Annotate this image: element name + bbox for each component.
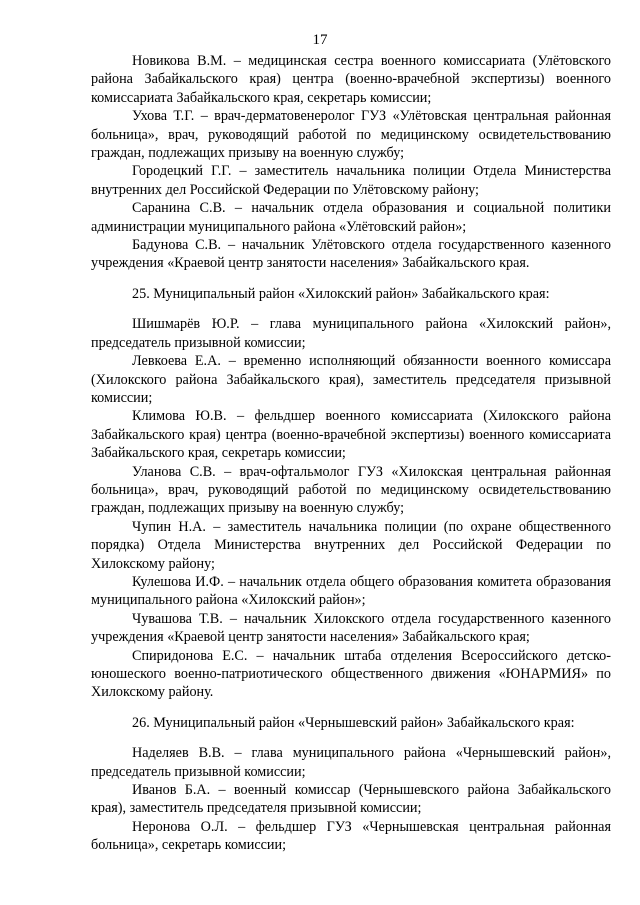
member-entry: Саранина С.В. – начальник отдела образования и социальной политики администрации муниципального района «Улётовский район»;	[91, 200, 611, 235]
member-entry: Бадунова С.В. – начальник Улётовского отдела государственного казенного учреждения «Краевой центр занятости населения» Забайкальского края.	[91, 237, 611, 272]
member-entry: Ухова Т.Г. – врач-дерматовенеролог ГУЗ «Улётовская центральная районная больница», врач, руководящий работой по медицинскому освидетельствованию граждан, подлежащих призыву на военную службу;	[91, 108, 611, 162]
document-body	[91, 52, 611, 855]
member-entry: Иванов Б.А. – военный комиссар (Чернышевского района Забайкальского края), заместитель председателя призывной комиссии;	[91, 782, 611, 817]
member-entry: Левкоева Е.А. – временно исполняющий обязанности военного комиссара (Хилокского района Забайкальского края), заместитель председателя призывной комиссии;	[91, 353, 611, 406]
member-entry: Шишмарёв Ю.Р. – глава муниципального района «Хилокский район», председатель призывной комиссии;	[91, 316, 611, 351]
member-entry: Чувашова Т.В. – начальник Хилокского отдела государственного казенного учреждения «Краевой центр занятости населения» Забайкальского края;	[91, 610, 611, 646]
section-heading: 25. Муниципальный район «Хилокский район» Забайкальского края:	[132, 285, 550, 302]
member-entry: Наделяев В.В. – глава муниципального района «Чернышевский район», председатель призывной комиссии;	[91, 745, 611, 780]
member-entry: Чупин Н.А. – заместитель начальника полиции (по охране общественного порядка) Отдела Министерства внутренних дел Российской Федерации по Хилокскому району;	[91, 518, 611, 572]
member-entry: Новикова В.М. – медицинская сестра военного комиссариата (Улётовского района Забайкальского края) центра (военно-врачебной экспертизы) военного комиссариата Забайкальского края, секретарь комиссии;	[91, 53, 611, 106]
page-number: 17	[312, 32, 328, 48]
member-entry: Неронова О.Л. – фельдшер ГУЗ «Чернышевская центральная районная больница», секретарь комиссии;	[91, 818, 611, 854]
member-entry: Кулешова И.Ф. – начальник отдела общего образования комитета образования муниципального района «Хилокский район»;	[91, 573, 611, 609]
member-entry: Климова Ю.В. – фельдшер военного комиссариата (Хилокского района Забайкальского края) центра (военно-врачебной экспертизы) военного комиссариата Забайкальского края, секретарь комиссии;	[91, 408, 611, 462]
member-entry: Спиридонова Е.С. – начальник штаба отделения Всероссийского детско-юношеского военно-патриотического общественного движения «ЮНАРМИЯ» по Хилокскому району.	[91, 647, 611, 701]
section-heading: 26. Муниципальный район «Чернышевский район» Забайкальского края:	[132, 714, 575, 731]
member-entry: Уланова С.В. – врач-офтальмолог ГУЗ «Хилокская центральная районная больница», врач, руководящий работой по медицинскому освидетельствованию граждан, подлежащих призыву на военную службу;	[91, 463, 611, 517]
member-entry: Городецкий Г.Г. – заместитель начальника полиции Отдела Министерства внутренних дел Российской Федерации по Улётовскому району;	[91, 163, 611, 198]
